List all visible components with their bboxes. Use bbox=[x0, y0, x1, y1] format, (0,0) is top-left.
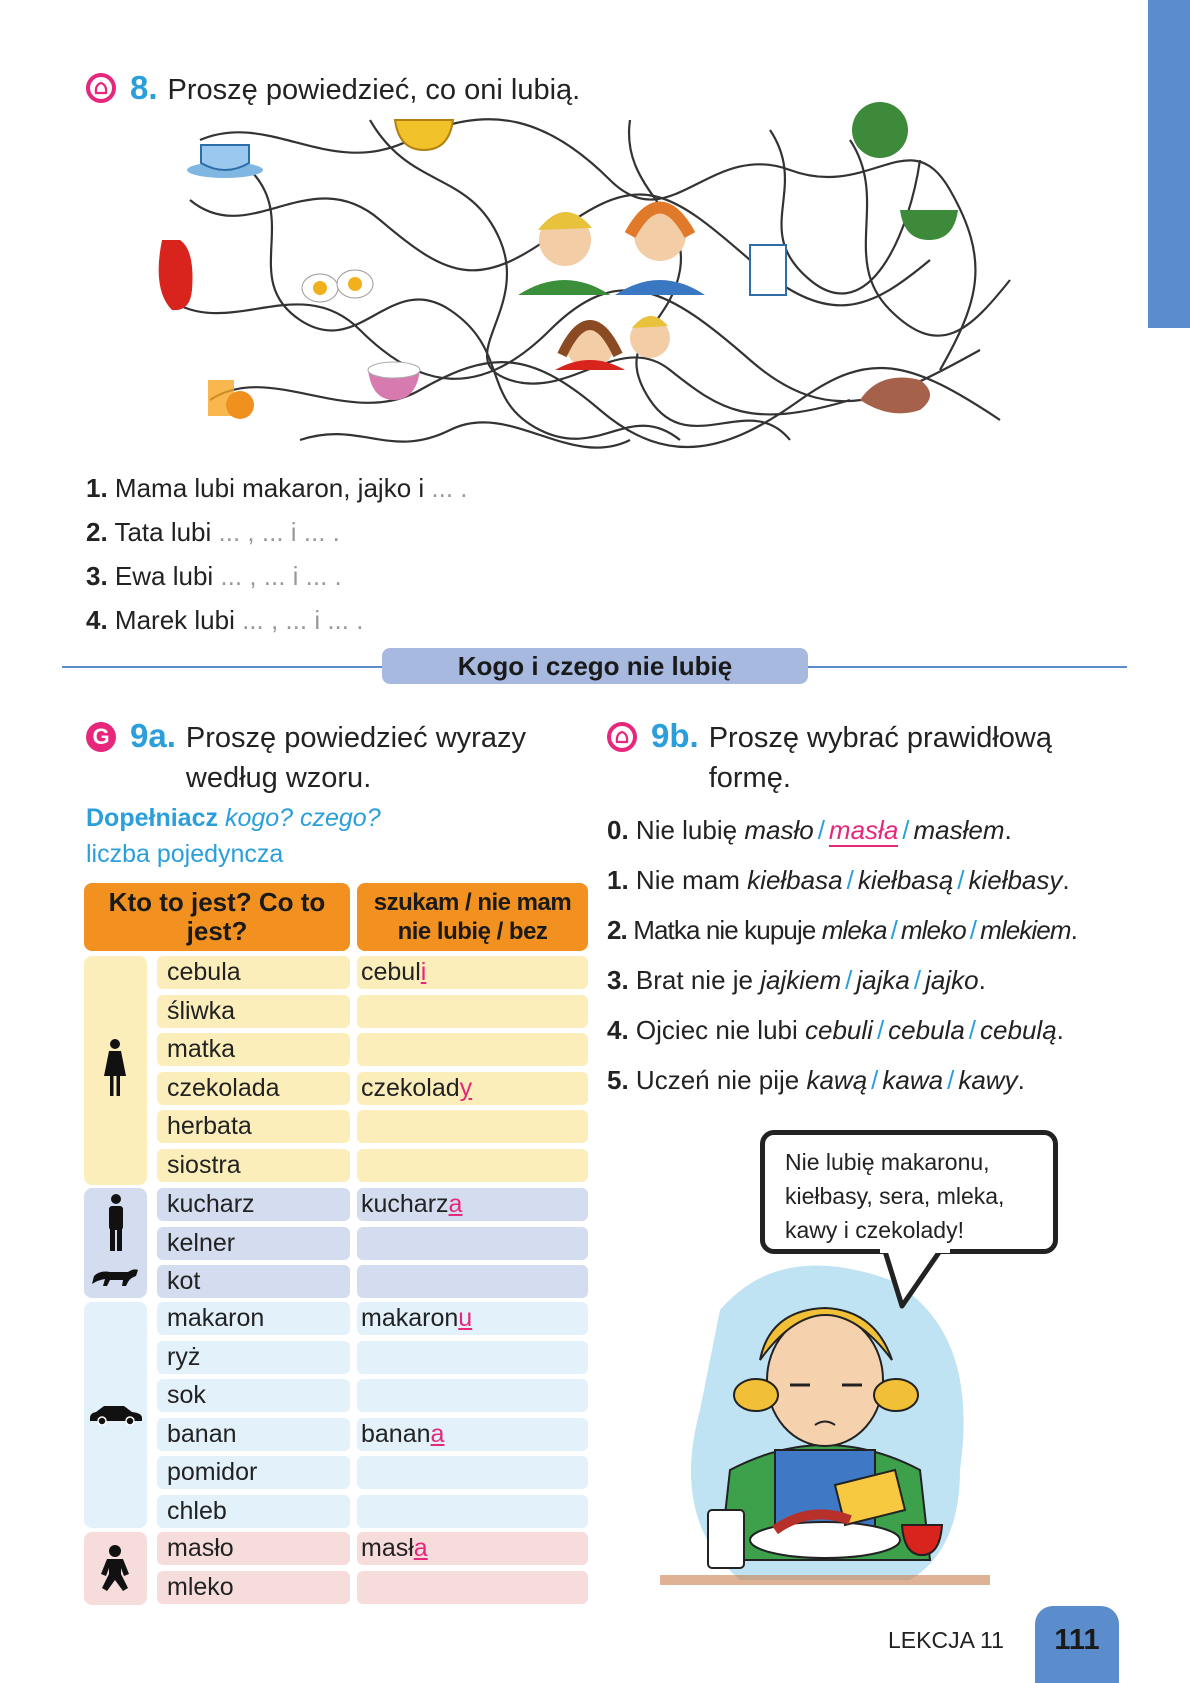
ex9b-choices bbox=[607, 808, 1077, 1108]
table-word-cell bbox=[157, 1418, 350, 1451]
choice-option[interactable]: mleka bbox=[821, 915, 887, 945]
table-answer-cell[interactable] bbox=[357, 1341, 588, 1374]
option-separator: / bbox=[845, 965, 853, 995]
table-answer-cell[interactable] bbox=[357, 1456, 588, 1489]
feminine-group bbox=[84, 956, 147, 1185]
table-word-cell bbox=[157, 1110, 350, 1143]
choice-lead: Uczeń nie pije bbox=[635, 1065, 807, 1095]
choice-number: 1. bbox=[607, 865, 629, 895]
case-questions: kogo? czego? bbox=[224, 804, 381, 832]
choice-period: . bbox=[1056, 1015, 1064, 1045]
choice-option[interactable]: kawą bbox=[806, 1065, 868, 1095]
answer-stem: kucharz bbox=[361, 1190, 449, 1218]
table-word-cell bbox=[157, 1495, 350, 1528]
choice-option[interactable]: jajkiem bbox=[760, 965, 842, 995]
cat-icon bbox=[90, 1262, 142, 1288]
choice-lead: Ojciec nie lubi bbox=[635, 1015, 805, 1045]
choice-option[interactable]: mlekiem bbox=[980, 915, 1071, 945]
choice-lead: Nie lubię bbox=[635, 815, 745, 845]
neuter-group bbox=[84, 1532, 147, 1605]
table-word-cell bbox=[157, 1149, 350, 1182]
choice-option[interactable]: jajka bbox=[856, 965, 910, 995]
choice-item bbox=[607, 908, 1077, 958]
table-word: masło bbox=[167, 1534, 234, 1562]
table-answer-cell[interactable] bbox=[357, 1110, 588, 1143]
table-word-cell bbox=[157, 1532, 350, 1565]
choice-lead: Brat nie je bbox=[635, 965, 761, 995]
choice-item bbox=[607, 958, 1077, 1008]
table-word: kelner bbox=[167, 1228, 236, 1257]
answer-ending: u bbox=[458, 1304, 473, 1332]
answer-stem: czekolad bbox=[361, 1073, 460, 1102]
choice-period: . bbox=[978, 965, 986, 995]
table-header-right: szukam / nie mam nie lubię / bez bbox=[357, 883, 588, 951]
table-word: śliwka bbox=[167, 996, 236, 1025]
choice-period: . bbox=[1062, 865, 1070, 895]
table-header-left: Kto to jest? Co to jest? bbox=[84, 883, 350, 951]
ex9b-instruction: Proszę wybrać prawidłową formę. bbox=[708, 722, 1052, 794]
table-word-cell bbox=[157, 995, 350, 1028]
table-answer-cell[interactable] bbox=[357, 995, 588, 1028]
table-word: cebula bbox=[167, 958, 241, 986]
table-word: czekolada bbox=[167, 1073, 280, 1102]
answer-ending: y bbox=[459, 1073, 473, 1102]
ex8-instruction: Proszę powiedzieć, co oni lubią. bbox=[167, 74, 581, 106]
table-answer-cell[interactable] bbox=[357, 1188, 588, 1221]
table-answer-cell[interactable] bbox=[357, 1072, 588, 1105]
choice-option[interactable]: kiełbasa bbox=[747, 865, 843, 895]
table-answer-cell[interactable] bbox=[357, 1227, 588, 1260]
choice-period: . bbox=[1070, 915, 1077, 945]
option-separator: / bbox=[969, 915, 977, 945]
ex8-sentences bbox=[86, 466, 468, 642]
table-word-cell bbox=[157, 1341, 350, 1374]
mouth-speak-icon bbox=[86, 73, 116, 103]
ex9b-number: 9b. bbox=[651, 717, 699, 754]
choice-option[interactable]: masłem bbox=[913, 815, 1005, 845]
choice-lead: Matka nie kupuje bbox=[633, 915, 822, 945]
option-separator: / bbox=[890, 915, 897, 945]
choice-item bbox=[607, 1058, 1077, 1108]
case-label: Dopełniacz bbox=[86, 804, 218, 832]
table-word: ryż bbox=[167, 1342, 201, 1371]
answer-stem: cebul bbox=[361, 958, 421, 986]
table-word: siostra bbox=[167, 1150, 241, 1179]
table-answer-cell[interactable] bbox=[357, 1379, 588, 1412]
baby-icon bbox=[98, 1544, 132, 1594]
choice-period: . bbox=[1004, 815, 1012, 845]
choice-number: 4. bbox=[607, 1015, 629, 1045]
table-word-cell bbox=[157, 1072, 350, 1105]
maze-illustration bbox=[150, 100, 1030, 475]
ex9a-header bbox=[86, 718, 546, 798]
choice-option[interactable]: kawy bbox=[958, 1065, 1018, 1095]
side-tab bbox=[1148, 0, 1190, 328]
choice-number: 2. bbox=[607, 915, 627, 945]
choice-option[interactable]: kiełbasą bbox=[857, 865, 954, 895]
table-answer-cell[interactable] bbox=[357, 1532, 588, 1565]
ex8-number: 8. bbox=[130, 69, 158, 106]
choice-option[interactable]: masła bbox=[828, 815, 899, 845]
speech-bubble-tail bbox=[880, 1248, 950, 1310]
answer-stem: banan bbox=[361, 1419, 431, 1448]
choice-number: 3. bbox=[607, 965, 629, 995]
table-word-cell bbox=[157, 1227, 350, 1260]
answer-ending: a bbox=[413, 1534, 428, 1562]
choice-lead: Nie mam bbox=[635, 865, 748, 895]
table-word-cell bbox=[157, 1188, 350, 1221]
option-separator: / bbox=[846, 865, 854, 895]
choice-option[interactable]: jajko bbox=[925, 965, 979, 995]
table-word: pomidor bbox=[167, 1458, 258, 1486]
choice-item bbox=[607, 858, 1077, 908]
table-word-cell bbox=[157, 1379, 350, 1412]
choice-period: . bbox=[1017, 1065, 1025, 1095]
choice-option[interactable]: cebuli bbox=[805, 1015, 873, 1045]
answer-ending: a bbox=[448, 1190, 463, 1218]
page-number: 111 bbox=[1035, 1606, 1119, 1683]
option-separator: / bbox=[876, 1015, 885, 1045]
ex9a-number: 9a. bbox=[130, 717, 176, 754]
table-word: kucharz bbox=[167, 1190, 255, 1218]
table-word: banan bbox=[167, 1419, 237, 1448]
choice-item bbox=[607, 1008, 1077, 1058]
choice-option[interactable]: kawa bbox=[882, 1065, 944, 1095]
table-word: herbata bbox=[167, 1112, 252, 1140]
option-separator: / bbox=[871, 1065, 879, 1095]
choice-number: 0. bbox=[607, 815, 629, 845]
grammar-note bbox=[86, 800, 381, 872]
table-word: makaron bbox=[167, 1304, 265, 1332]
sentence-4: 4. Marek lubi ... , ... i ... . bbox=[86, 605, 364, 635]
choice-option[interactable]: cebula bbox=[888, 1015, 965, 1045]
sentence-1: 1. Mama lubi makaron, jajko i ... . bbox=[86, 473, 468, 503]
speech-bubble: Nie lubię makaronu, kiełbasy, sera, mleka, kawy i czekolady! bbox=[760, 1130, 1058, 1254]
answer-stem: masł bbox=[361, 1534, 414, 1562]
sentence-2: 2. Tata lubi ... , ... i ... . bbox=[86, 517, 340, 547]
answer-stem: makaron bbox=[361, 1304, 459, 1332]
table-answer-cell[interactable] bbox=[357, 1265, 588, 1298]
choice-number: 5. bbox=[607, 1065, 629, 1095]
table-word-cell bbox=[157, 1265, 350, 1298]
car-icon bbox=[88, 1404, 144, 1426]
female-icon bbox=[102, 1038, 128, 1098]
choice-item bbox=[607, 808, 1077, 858]
table-word-cell bbox=[157, 1033, 350, 1066]
masculine-inanimate-group bbox=[84, 1302, 147, 1528]
ex9b-header bbox=[607, 718, 1109, 798]
table-word-cell bbox=[157, 1571, 350, 1604]
table-word-cell bbox=[157, 956, 350, 989]
table-word: kot bbox=[167, 1267, 201, 1295]
option-separator: / bbox=[913, 965, 922, 995]
lesson-label: LEKCJA 11 bbox=[888, 1627, 1004, 1653]
number-label: liczba pojedyncza bbox=[86, 840, 284, 868]
table-answer-cell[interactable] bbox=[357, 1033, 588, 1066]
option-separator: / bbox=[817, 815, 825, 845]
table-answer-cell[interactable] bbox=[357, 1571, 588, 1604]
table-answer-cell[interactable] bbox=[357, 956, 588, 989]
option-separator: / bbox=[947, 1065, 955, 1095]
option-separator: / bbox=[957, 865, 965, 895]
table-word-cell bbox=[157, 1456, 350, 1489]
choice-option[interactable]: kiełbasy bbox=[968, 865, 1063, 895]
grammar-g-icon: G bbox=[86, 722, 116, 752]
masculine-animate-group bbox=[84, 1188, 147, 1298]
table-answer-cell[interactable] bbox=[357, 1302, 588, 1335]
table-word: mleko bbox=[167, 1572, 234, 1601]
mouth-speak-icon bbox=[607, 722, 637, 752]
section-title: Kogo i czego nie lubię bbox=[382, 648, 808, 684]
choice-option[interactable]: masło bbox=[744, 815, 814, 845]
choice-option[interactable]: cebulą bbox=[980, 1015, 1057, 1045]
table-answer-cell[interactable] bbox=[357, 1418, 588, 1451]
answer-ending: i bbox=[420, 958, 427, 986]
table-word: matka bbox=[167, 1035, 236, 1063]
table-answer-cell[interactable] bbox=[357, 1149, 588, 1182]
table-word: sok bbox=[167, 1381, 206, 1409]
choice-option[interactable]: mleko bbox=[900, 915, 966, 945]
sentence-3: 3. Ewa lubi ... , ... i ... . bbox=[86, 561, 342, 591]
table-word-cell bbox=[157, 1302, 350, 1335]
option-separator: / bbox=[968, 1015, 977, 1045]
table-word: chleb bbox=[167, 1496, 227, 1525]
answer-ending: a bbox=[430, 1419, 445, 1448]
table-answer-cell[interactable] bbox=[357, 1495, 588, 1528]
male-icon bbox=[104, 1193, 128, 1253]
ex9a-instruction: Proszę powiedzieć wyrazy według wzoru. bbox=[185, 722, 526, 794]
option-separator: / bbox=[902, 815, 910, 845]
